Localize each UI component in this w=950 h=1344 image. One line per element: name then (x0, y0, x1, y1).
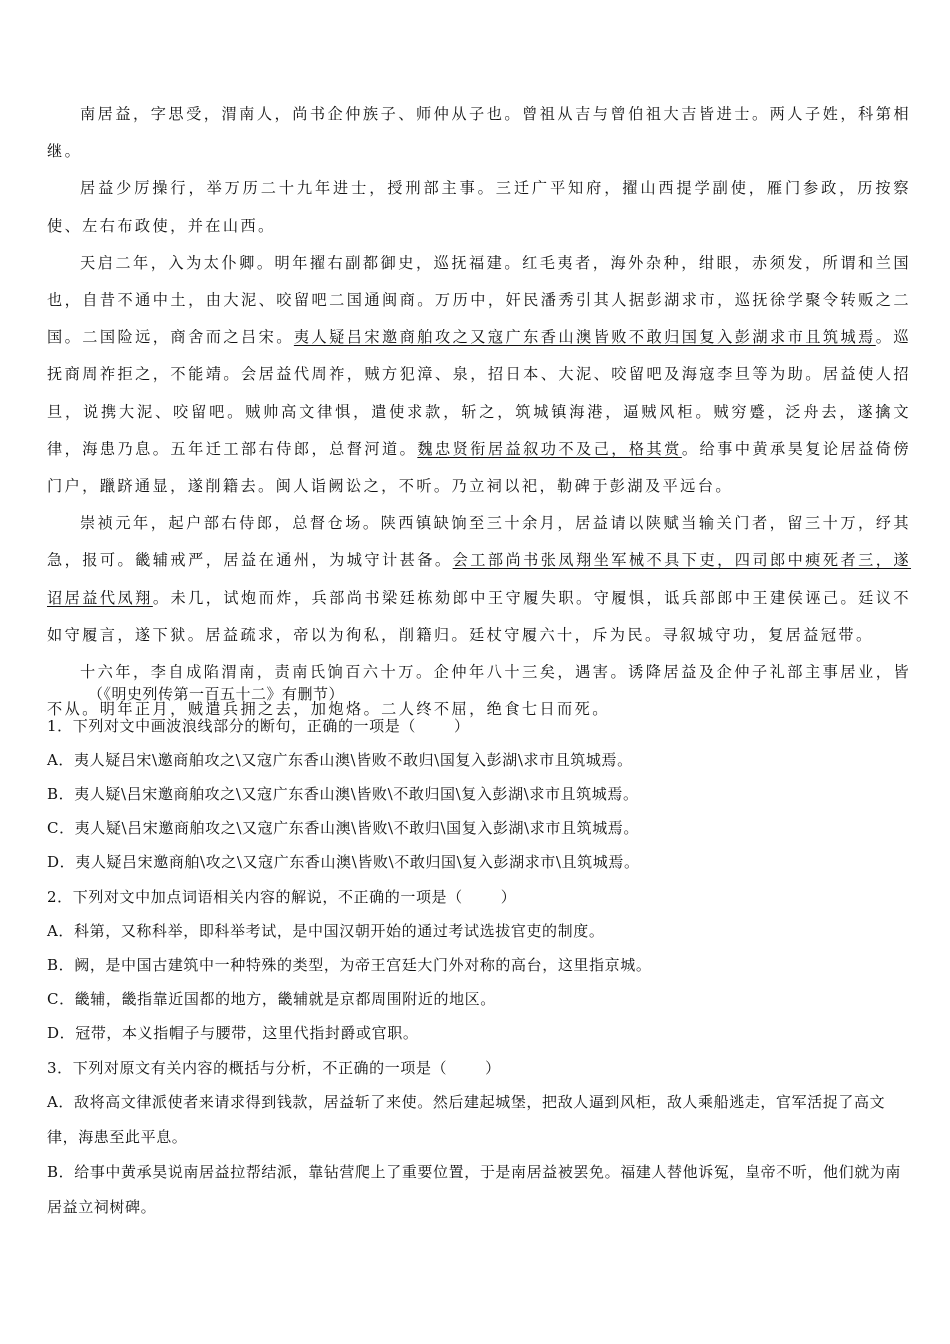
question-1-option-a: A．夷人疑吕宋\邀商舶攻之\又寇广东香山澳\皆败不敢归\国复入彭湖\求市且筑城焉。 (47, 751, 633, 769)
paragraph-3-text-a: 天启二年，入为太仆卿。明年擢右副都御史，巡抚福建。红毛夷者，海外杂种，绀眼，赤须发，所谓和兰国也，自昔不通中土，由大泥、咬留吧二国通闽商。万历中，奸民潘秀引其人据彭湖求市，巡抚徐学聚令转贩之二国。二国险远，商舍而之吕宋。 (47, 253, 911, 347)
passage-paragraph-1: 南居益，字思受，渭南人，尚书企仲族子、师仲从子也。曾祖从吉与曾伯祖大吉皆进士。两人子姓，科第相继。 (47, 105, 911, 161)
paragraph-4-text-a: 崇祯元年，起户部右侍郎，总督仓场。陕西镇缺饷至三十余月，居益请以陕赋当输关门者，留三十万，纾其急，报可。畿辅戒严，居益在通州，为城守计甚备。 (47, 514, 911, 570)
question-1-option-d: D．夷人疑吕宋邀商舶\攻之\又寇广东香山澳\皆败\不敢归国\复入彭湖求市\且筑城焉。 (47, 853, 640, 871)
question-1-option-c: C．夷人疑\吕宋邀商舶攻之\又寇广东香山澳\皆败\不敢归\国复入彭湖\求市且筑城焉。 (47, 819, 640, 837)
paragraph-4-text-b: 。未几，试炮而炸，兵部尚书梁廷栋劾郎中王守履失职。守履惧，诋兵部郎中王建侯诬己。廷议不如守履言，遂下狱。居益疏求，帝以为徇私，削籍归。廷杖守履六十，斥为民。寻叙城守功，复居益冠带。 (47, 588, 912, 644)
question-2-option-b: B．阙，是中国古建筑中一种特殊的类型，为帝王宫廷大门外对称的高台，这里指京城。 (47, 956, 652, 974)
passage-source: （《明史列传第一百五十二》有删节） (88, 685, 345, 703)
question-1-stem: 1．下列对文中画波浪线部分的断句，正确的一项是（ ） (47, 717, 470, 735)
question-2-stem: 2．下列对文中加点词语相关内容的解说，不正确的一项是（ ） (47, 888, 517, 906)
passage-paragraph-3 (47, 245, 911, 505)
question-3-stem: 3．下列对原文有关内容的概括与分析，不正确的一项是（ ） (47, 1059, 501, 1077)
paragraph-3-text-c: 。给事中黄承昊复论居益倚傍门户，躐跻通显，遂削籍去。闽人诣阙讼之，不听。乃立祠以祀，勒碑于彭湖及平远台。 (47, 439, 912, 496)
underlined-sentence-1: 魏忠贤衔居益叙功不及己，格其赏 (417, 439, 682, 458)
question-3-option-b: B．给事中黄承昊说南居益拉帮结派，靠钻营爬上了重要位置，于是南居益被罢免。福建人替他诉冤，皇帝不听，他们就为南居益立祠树碑。 (47, 1163, 902, 1216)
question-3 (47, 1051, 911, 1225)
passage (47, 96, 911, 728)
passage-paragraph-5: 十六年，李自成陷渭南，责南氏饷百六十万。企仲年八十三矣，遇害。诱降居益及企仲子礼部主事居业，皆不从。明年正月，贼遣兵拥之去，加炮烙。二人终不屈，绝食七日而死。 (47, 663, 911, 719)
paragraph-3-text-b: 。巡抚商周祚拒之，不能靖。会居益代周祚，贼方犯漳、泉，招日本、大泥、咬留吧及海寇李旦等为助。居益使人招旦，说携大泥、咬留吧。贼帅高文律惧，遣使求款，斩之，筑城镇海港，逼贼风柜。贼穷蹙，泛舟去，遂擒文律，海患乃息。五年迁工部右侍郎，总督河道。 (47, 328, 912, 458)
question-3-option-a: A．敌将高文律派使者来请求得到钱款，居益斩了来使。然后建起城堡，把敌人逼到风柜，敌人乘船逃走，官军活捉了高文律，海患至此平息。 (47, 1093, 886, 1146)
wavy-underlined-sentence: 夷人疑吕宋邀商舶攻之又寇广东香山澳皆败不敢归国复入彭湖求市且筑城焉 (293, 328, 876, 347)
underlined-sentence-2: 会工部尚书张凤翔坐军械不具下吏，四司郎中瘐死者三，遂诏居益代凤翔 (47, 551, 912, 607)
passage-paragraph-4 (47, 505, 911, 654)
question-1 (47, 709, 911, 879)
question-1-option-b: B．夷人疑\吕宋邀商舶攻之\又寇广东香山澳\皆败\不敢归国\复入彭湖\求市且筑城焉。 (47, 785, 639, 803)
passage-paragraph-2: 居益少厉操行，举万历二十九年进士，授刑部主事。三迁广平知府，擢山西提学副使，雁门参政，历按察使、左右布政使，并在山西。 (47, 179, 911, 235)
question-2 (47, 880, 911, 1050)
question-2-option-a: A．科第，又称科举，即科举考试，是中国汉朝开始的通过考试选拔官吏的制度。 (47, 922, 605, 940)
question-2-option-c: C．畿辅，畿指靠近国都的地方，畿辅就是京都周围附近的地区。 (47, 990, 496, 1008)
question-2-option-d: D．冠带，本义指帽子与腰带，这里代指封爵或官职。 (47, 1024, 419, 1042)
